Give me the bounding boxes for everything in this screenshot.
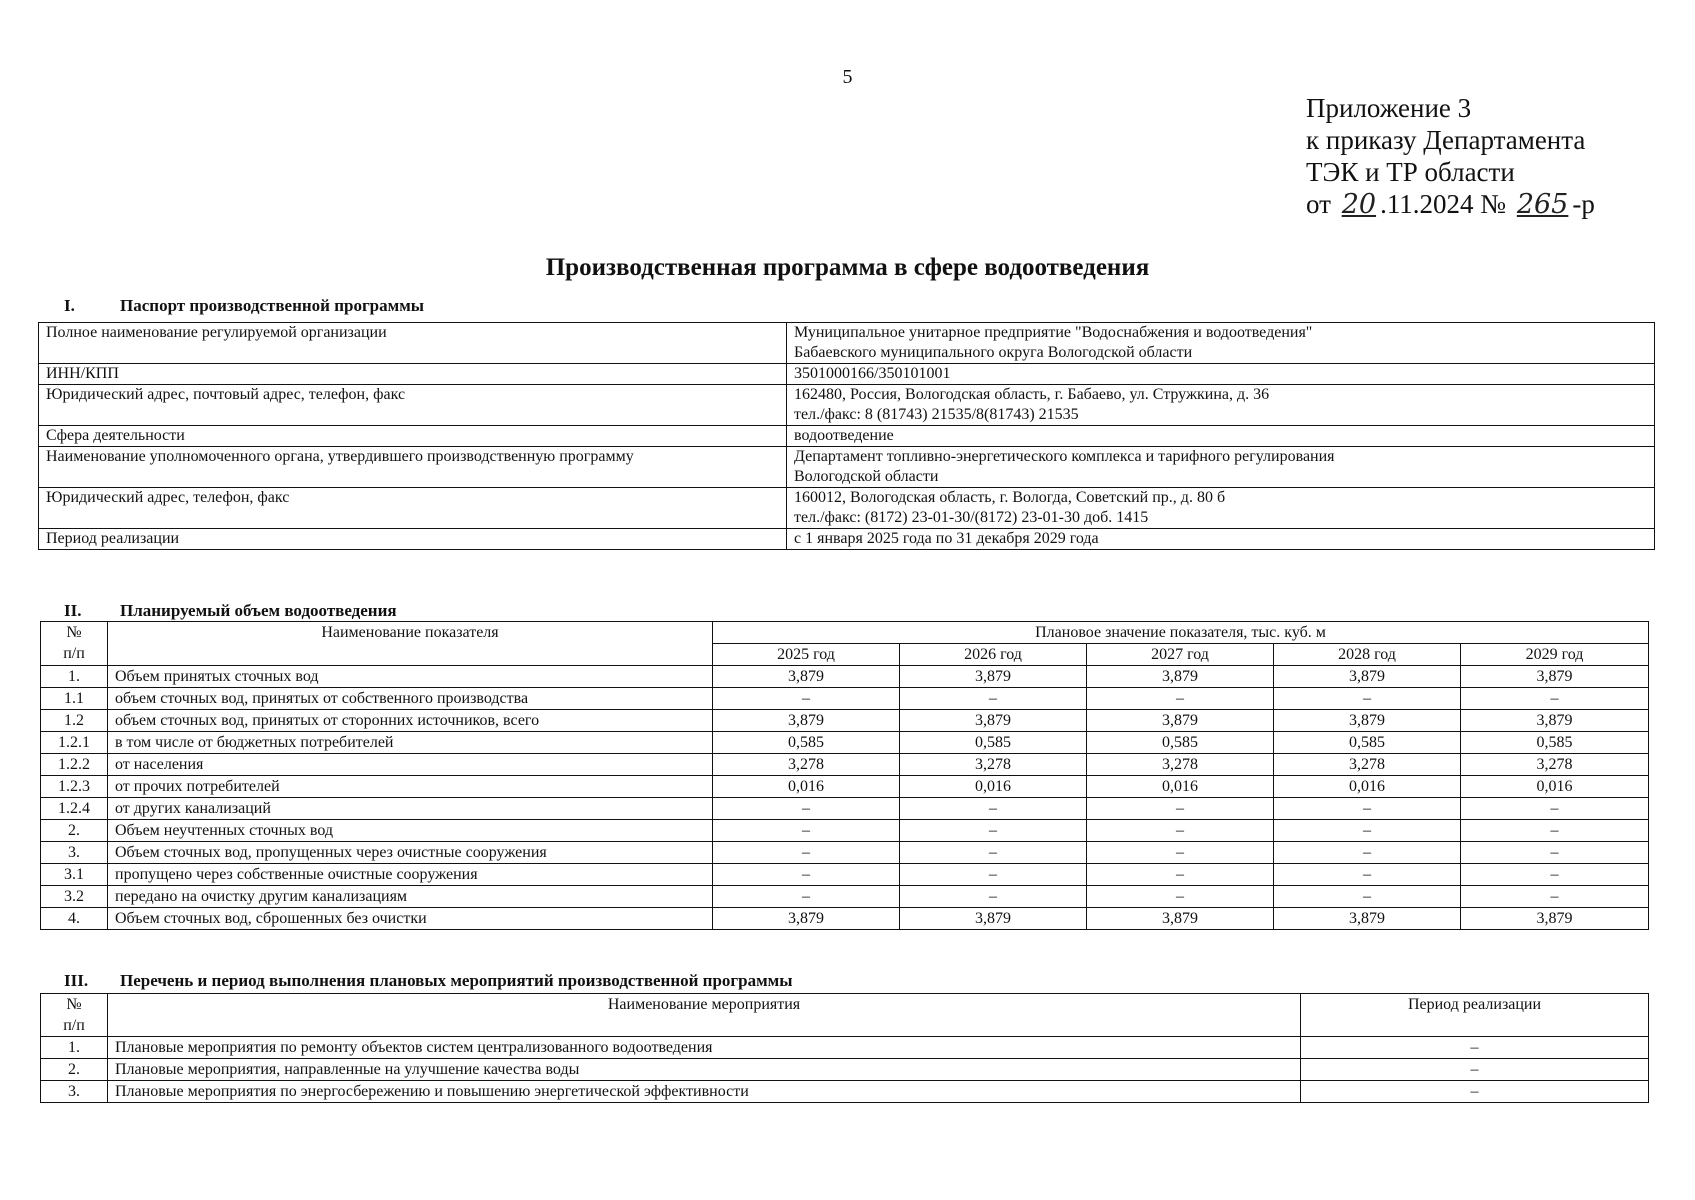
passport-row — [39, 364, 1655, 385]
col-header-year: 2028 год — [1274, 644, 1461, 666]
passport-value-line: Муниципальное унитарное предприятие "Водоснабжения и водоотведения" — [794, 324, 1313, 341]
row-value: – — [713, 886, 900, 908]
row-value: – — [900, 842, 1087, 864]
passport-value — [787, 529, 1655, 550]
volume-table — [40, 621, 1649, 930]
row-value: 3,879 — [1274, 710, 1461, 732]
measure-period: – — [1301, 1081, 1649, 1103]
passport-value-line: водоотведение — [794, 427, 894, 444]
row-indicator-name: Объем неучтенных сточных вод — [108, 820, 713, 842]
row-value: 0,585 — [1461, 732, 1649, 754]
appendix-line-3: ТЭК и ТР области — [1306, 157, 1515, 187]
row-indicator-name: объем сточных вод, принятых от собственного производства — [108, 688, 713, 710]
row-number: 1.2.2 — [41, 754, 108, 776]
section-2-number: II. — [64, 601, 82, 620]
passport-label: Юридический адрес, почтовый адрес, телефон, факс — [39, 385, 787, 426]
row-value: – — [1274, 688, 1461, 710]
passport-value — [787, 364, 1655, 385]
section-3-title: Перечень и период выполнения плановых мероприятий производственной программы — [120, 971, 793, 990]
row-value: – — [713, 864, 900, 886]
measure-name: Плановые мероприятия, направленные на улучшение качества воды — [108, 1059, 1301, 1081]
measures-col-header-num — [41, 994, 108, 1037]
date-middle: .11.2024 № — [1380, 189, 1507, 219]
measures-col-header-num-line-1: № — [66, 996, 82, 1013]
measures-col-header-period: Период реализации — [1301, 994, 1649, 1037]
row-number: 1.2 — [41, 710, 108, 732]
row-number: 2. — [41, 820, 108, 842]
table-row — [41, 776, 1649, 798]
passport-value-line: Бабаевского муниципального округа Вологодской области — [794, 344, 1193, 361]
measures-col-header-num-line-2: п/п — [63, 1017, 85, 1034]
table-row — [41, 1037, 1649, 1059]
passport-label: Полное наименование регулируемой организации — [39, 323, 787, 364]
row-number: 3. — [41, 842, 108, 864]
row-value: 0,016 — [1461, 776, 1649, 798]
passport-row — [39, 529, 1655, 550]
row-value: – — [1461, 864, 1649, 886]
row-value: 3,278 — [1087, 754, 1274, 776]
row-number: 4. — [41, 908, 108, 930]
row-value: – — [1274, 864, 1461, 886]
row-value: – — [1274, 798, 1461, 820]
table-row — [41, 842, 1649, 864]
row-number: 1.2.3 — [41, 776, 108, 798]
row-value: 3,879 — [1087, 908, 1274, 930]
row-number: 3.1 — [41, 864, 108, 886]
row-value: 0,585 — [900, 732, 1087, 754]
row-value: – — [1274, 886, 1461, 908]
row-value: – — [1087, 842, 1274, 864]
row-value: 0,016 — [713, 776, 900, 798]
handwritten-day: 20 — [1341, 189, 1377, 220]
passport-row — [39, 323, 1655, 364]
passport-value-line: тел./факс: 8 (81743) 21535/8(81743) 21535 — [794, 406, 1079, 423]
row-value: – — [900, 798, 1087, 820]
section-2-title: Планируемый объем водоотведения — [120, 601, 397, 620]
table-row — [41, 710, 1649, 732]
row-value: 3,879 — [900, 710, 1087, 732]
row-value: 3,879 — [1274, 666, 1461, 688]
passport-value-line: тел./факс: (8172) 23-01-30/(8172) 23-01-30 доб. 1415 — [794, 509, 1149, 526]
document-title: Производственная программа в сфере водоотведения — [545, 254, 1150, 281]
row-value: – — [1461, 798, 1649, 820]
appendix-line-1: Приложение 3 — [1306, 93, 1472, 123]
row-value: 3,278 — [713, 754, 900, 776]
passport-value-line: 160012, Вологодская область, г. Вологда, Советский пр., д. 80 б — [794, 489, 1226, 506]
row-number: 3.2 — [41, 886, 108, 908]
row-value: – — [1087, 886, 1274, 908]
row-value: – — [1461, 688, 1649, 710]
section-1-number: I. — [64, 296, 75, 315]
col-header-num-line-1: № — [66, 624, 82, 641]
passport-label: Сфера деятельности — [39, 426, 787, 447]
col-header-indicator: Наименование показателя — [108, 622, 713, 666]
table-row — [41, 688, 1649, 710]
passport-label: Наименование уполномоченного органа, утвердившего производственную программу — [39, 447, 787, 488]
row-value: 3,278 — [1274, 754, 1461, 776]
row-value: – — [1087, 688, 1274, 710]
passport-value — [787, 426, 1655, 447]
measure-name: Плановые мероприятия по энергосбережению и повышению энергетической эффективности — [108, 1081, 1301, 1103]
row-value: 3,278 — [1461, 754, 1649, 776]
row-number: 2. — [41, 1059, 108, 1081]
row-indicator-name: пропущено через собственные очистные сооружения — [108, 864, 713, 886]
row-value: 3,879 — [900, 908, 1087, 930]
measures-col-header-name: Наименование мероприятия — [108, 994, 1301, 1037]
table-row — [41, 1059, 1649, 1081]
passport-row — [39, 447, 1655, 488]
row-value: – — [1274, 842, 1461, 864]
col-header-plan-value: Плановое значение показателя, тыс. куб. м — [713, 622, 1649, 644]
table-row — [41, 908, 1649, 930]
row-number: 1.1 — [41, 688, 108, 710]
passport-row — [39, 488, 1655, 529]
row-indicator-name: от населения — [108, 754, 713, 776]
section-1-heading — [64, 296, 424, 316]
section-3-heading — [64, 971, 793, 991]
measure-period: – — [1301, 1037, 1649, 1059]
row-value: – — [713, 820, 900, 842]
row-value: – — [713, 688, 900, 710]
row-value: 3,879 — [713, 710, 900, 732]
passport-value — [787, 447, 1655, 488]
row-value: 0,585 — [713, 732, 900, 754]
passport-value-line: 3501000166/350101001 — [794, 365, 951, 382]
row-number: 1. — [41, 1037, 108, 1059]
page-number: 5 — [842, 66, 853, 88]
passport-value — [787, 323, 1655, 364]
table-row — [41, 754, 1649, 776]
row-indicator-name: Объем сточных вод, пропущенных через очистные сооружения — [108, 842, 713, 864]
passport-value — [787, 385, 1655, 426]
row-value: – — [713, 798, 900, 820]
row-value: – — [1461, 886, 1649, 908]
col-header-year: 2029 год — [1461, 644, 1649, 666]
col-header-year: 2027 год — [1087, 644, 1274, 666]
row-number: 1. — [41, 666, 108, 688]
table-row — [41, 886, 1649, 908]
row-number: 1.2.1 — [41, 732, 108, 754]
row-value: 0,585 — [1274, 732, 1461, 754]
row-value: 3,879 — [900, 666, 1087, 688]
row-indicator-name: в том числе от бюджетных потребителей — [108, 732, 713, 754]
passport-row — [39, 385, 1655, 426]
row-value: 3,879 — [1461, 908, 1649, 930]
row-value: – — [900, 864, 1087, 886]
passport-value-line: 162480, Россия, Вологодская область, г. Бабаево, ул. Стружкина, д. 36 — [794, 386, 1270, 403]
appendix-line-2: к приказу Департамента — [1306, 125, 1586, 155]
table-row — [41, 864, 1649, 886]
appendix-date-line — [1306, 188, 1595, 221]
measure-period: – — [1301, 1059, 1649, 1081]
table-row — [41, 798, 1649, 820]
row-value: – — [713, 842, 900, 864]
row-value: 0,016 — [1087, 776, 1274, 798]
date-prefix: от — [1306, 189, 1331, 219]
col-header-num-line-2: п/п — [63, 645, 85, 662]
row-value: – — [1087, 798, 1274, 820]
row-value: – — [1087, 864, 1274, 886]
row-value: 3,278 — [900, 754, 1087, 776]
col-header-num — [41, 622, 108, 666]
table-row — [41, 1081, 1649, 1103]
section-3-number: III. — [64, 971, 89, 990]
row-value: – — [1087, 820, 1274, 842]
row-value: 3,879 — [713, 666, 900, 688]
row-value: 3,879 — [1087, 666, 1274, 688]
row-value: 3,879 — [1461, 666, 1649, 688]
row-value: 3,879 — [1461, 710, 1649, 732]
passport-label: ИНН/КПП — [39, 364, 787, 385]
table-row — [41, 732, 1649, 754]
row-number: 3. — [41, 1081, 108, 1103]
passport-label: Период реализации — [39, 529, 787, 550]
row-indicator-name: передано на очистку другим канализациям — [108, 886, 713, 908]
col-header-year: 2025 год — [713, 644, 900, 666]
row-value: 0,016 — [1274, 776, 1461, 798]
row-value: 3,879 — [713, 908, 900, 930]
row-number: 1.2.4 — [41, 798, 108, 820]
row-indicator-name: объем сточных вод, принятых от сторонних источников, всего — [108, 710, 713, 732]
appendix-block — [1306, 92, 1595, 221]
row-value: – — [1461, 820, 1649, 842]
passport-label: Юридический адрес, телефон, факс — [39, 488, 787, 529]
passport-value — [787, 488, 1655, 529]
col-header-year: 2026 год — [900, 644, 1087, 666]
handwritten-order-number: 265 — [1516, 189, 1569, 220]
row-value: – — [1461, 842, 1649, 864]
section-1-title: Паспорт производственной программы — [120, 296, 425, 315]
row-value: 0,016 — [900, 776, 1087, 798]
measure-name: Плановые мероприятия по ремонту объектов систем централизованного водоотведения — [108, 1037, 1301, 1059]
row-indicator-name: Объем принятых сточных вод — [108, 666, 713, 688]
passport-value-line: Департамент топливно-энергетического комплекса и тарифного регулирования — [794, 448, 1335, 465]
table-row — [41, 666, 1649, 688]
section-2-heading — [64, 601, 397, 621]
row-value: – — [900, 886, 1087, 908]
row-value: 0,585 — [1087, 732, 1274, 754]
passport-value-line: Вологодской области — [794, 468, 939, 485]
measures-table — [40, 993, 1649, 1103]
table-row — [41, 820, 1649, 842]
number-suffix: -р — [1572, 189, 1595, 219]
row-indicator-name: от других канализаций — [108, 798, 713, 820]
row-indicator-name: Объем сточных вод, сброшенных без очистки — [108, 908, 713, 930]
row-indicator-name: от прочих потребителей — [108, 776, 713, 798]
passport-row — [39, 426, 1655, 447]
passport-table — [38, 322, 1655, 550]
row-value: – — [900, 820, 1087, 842]
passport-value-line: с 1 января 2025 года по 31 декабря 2029 года — [794, 530, 1099, 547]
row-value: 3,879 — [1274, 908, 1461, 930]
row-value: – — [900, 688, 1087, 710]
row-value: 3,879 — [1087, 710, 1274, 732]
row-value: – — [1274, 820, 1461, 842]
